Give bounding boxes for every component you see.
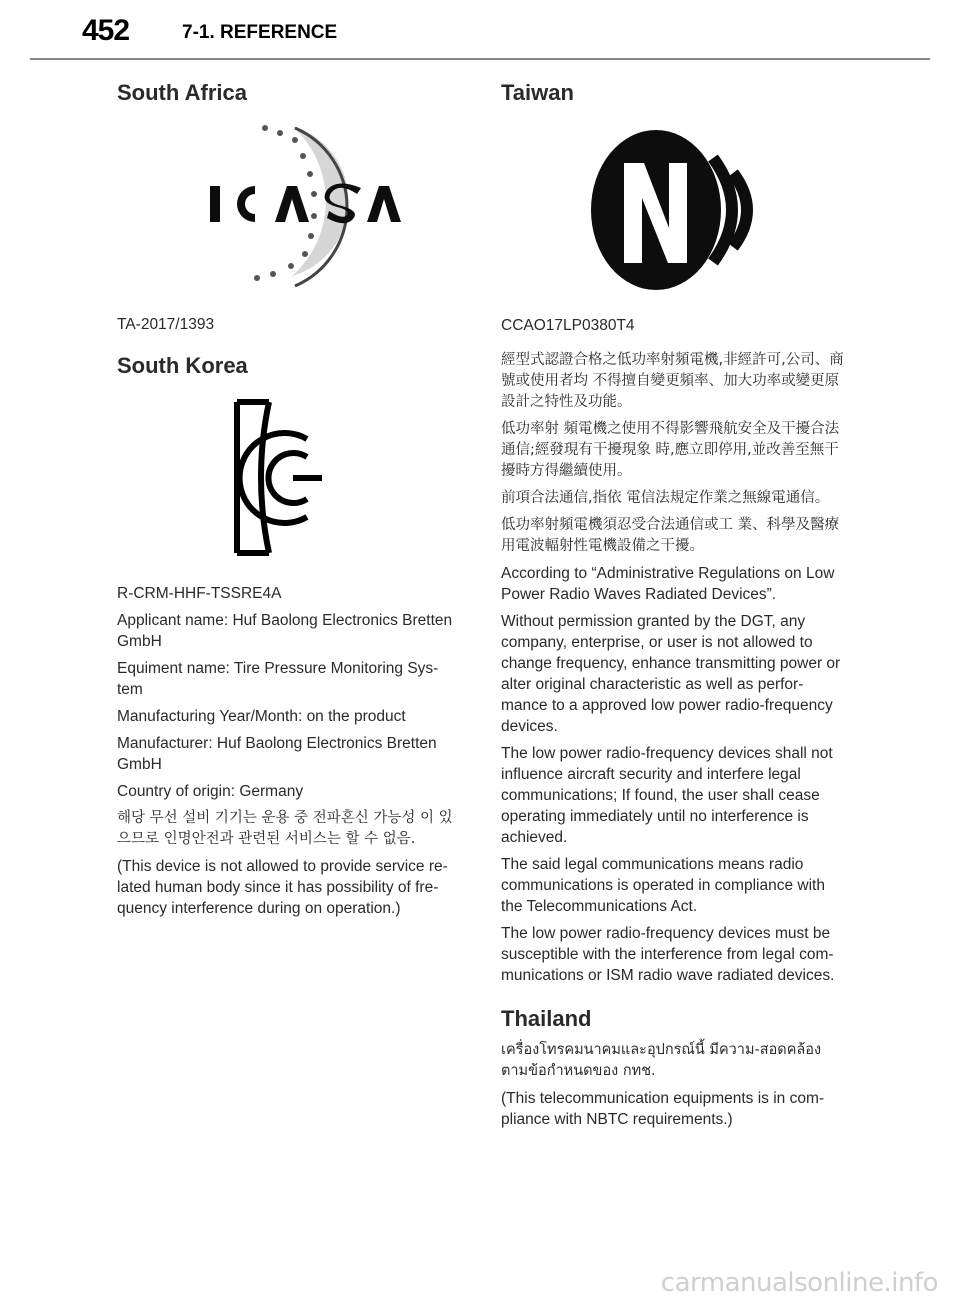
ncc-logo xyxy=(501,128,846,293)
korea-paragraph: Applicant name: Huf Baolong Electronics Bretten GmbH xyxy=(117,612,453,650)
thailand-paragraph: (This telecommunication equipments is in com-pliance with NBTC requirements.) xyxy=(501,1090,825,1128)
korea-paragraph: R-CRM-HHF-TSSRE4A xyxy=(117,585,282,602)
right-column xyxy=(501,80,846,1136)
taiwan-heading: Taiwan xyxy=(501,80,574,105)
south-korea-heading: South Korea xyxy=(117,353,248,378)
taiwan-paragraph-chinese: 前項合法通信,指依 電信法規定作業之無線電通信。 xyxy=(501,490,830,506)
taiwan-paragraph: The low power radio-frequency devices must be susceptible with the interference from legal com-munications or ISM radio wave radiated devices. xyxy=(501,925,835,984)
korea-paragraph: Equiment name: Tire Pressure Monitoring Sys-tem xyxy=(117,660,439,698)
taiwan-paragraph-chinese: 經型式認證合格之低功率射頻電機,非經許可,公司、商號或使用者均 不得擅自變更頻率、加大功率或變更原設計之特性及功能。 xyxy=(501,352,844,410)
chapter-title: 7-1. REFERENCE xyxy=(182,22,338,43)
left-column xyxy=(117,80,462,925)
thailand-heading: Thailand xyxy=(501,1006,592,1031)
korea-paragraph-korean: 해당 무선 설비 기기는 운용 중 전파혼신 가능성 이 있으므로 인명안전과 관련된 서비스는 할 수 없음. xyxy=(117,810,453,847)
taiwan-paragraph: The low power radio-frequency devices shall not influence aircraft security and interfere legal communications; If found, the user shall cease operating immediately until no interference is achieved. xyxy=(501,745,833,846)
korea-paragraph: Country of origin: Germany xyxy=(117,783,304,800)
south-africa-heading: South Africa xyxy=(117,80,247,105)
icasa-logo xyxy=(117,116,462,296)
watermark-text: carmanualsonline.info xyxy=(660,1268,938,1298)
taiwan-paragraph: According to “Administrative Regulations on Low Power Radio Waves Radiated Devices”. xyxy=(501,565,835,603)
thailand-paragraph-thai: เครื่องโทรคมนาคมและอุปกรณ์นี้ มีความ-สอดคล้องตามข้อกำหนดของ กทช. xyxy=(501,1042,822,1079)
taiwan-paragraph-chinese: 低功率射頻電機須忍受合法通信或工 業、科學及醫療用電波輻射性電機設備之干擾。 xyxy=(501,517,840,554)
page-number: 452 xyxy=(82,14,130,47)
taiwan-paragraph: Without permission granted by the DGT, any company, enterprise, or user is not allowed to change frequency, enhance transmitting power or alter original characteristic as well as perfor-mance to a approved low power radio-frequency devices. xyxy=(501,613,841,735)
korea-paragraph: (This device is not allowed to provide service re-lated human body since it has possibility of fre-quency interference during on operation.) xyxy=(117,858,448,917)
page-header xyxy=(0,0,960,60)
south-africa-cert-number: TA-2017/1393 xyxy=(117,316,215,333)
header-divider xyxy=(30,58,930,60)
korea-paragraph: Manufacturing Year/Month: on the product xyxy=(117,708,406,725)
taiwan-paragraph: The said legal communications means radio communications is operated in compliance with the Telecommunications Act. xyxy=(501,856,825,915)
korea-paragraph: Manufacturer: Huf Baolong Electronics Bretten GmbH xyxy=(117,735,437,773)
kc-mark-logo xyxy=(117,399,462,559)
taiwan-cert-number: CCAO17LP0380T4 xyxy=(501,317,635,334)
taiwan-paragraph-chinese: 低功率射 頻電機之使用不得影響飛航安全及干擾合法通信;經發現有干擾現象 時,應立即停用,並改善至無干擾時方得繼續使用。 xyxy=(501,421,840,479)
